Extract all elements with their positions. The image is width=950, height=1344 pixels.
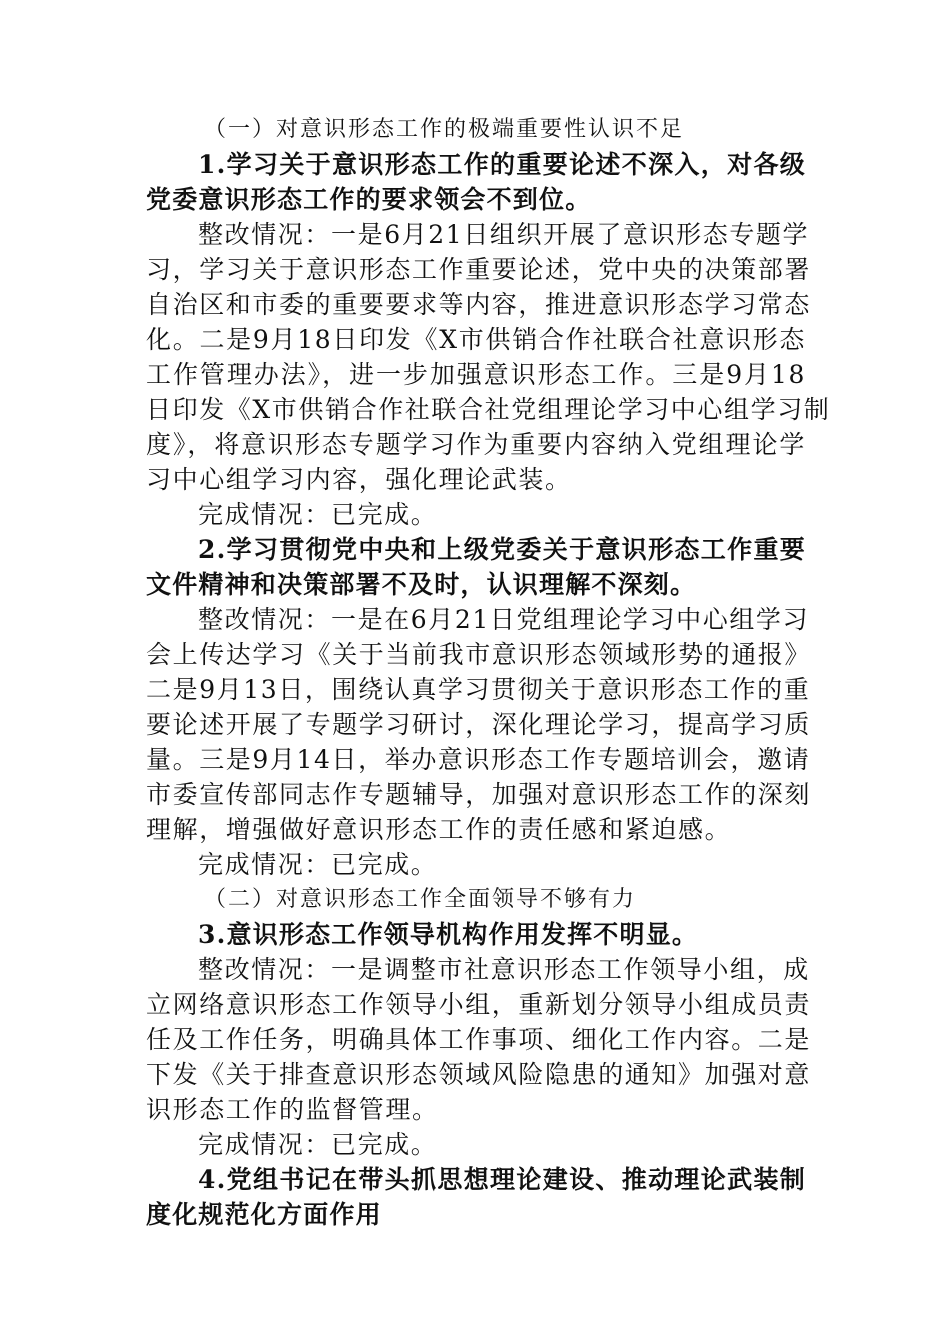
paragraph-line: 识形态工作的监督管理。 (146, 1095, 439, 1124)
completion-status: 完成情况：已完成。 (198, 1130, 438, 1159)
item-heading-1: 1.学习关于意识形态工作的重要论述不深入，对各级 (198, 150, 806, 179)
paragraph-line: 下发《关于排查意识形态领域风险隐患的通知》加强对意 (146, 1060, 812, 1089)
paragraph-line: 会上传达学习《关于当前我市意识形态领域形势的通报》 (146, 640, 812, 669)
paragraph-line: 二是9月13日，围绕认真学习贯彻关于意识形态工作的重 (146, 675, 811, 704)
paragraph-line: 整改情况：一是6月21日组织开展了意识形态专题学 (198, 220, 810, 249)
item-heading-2: 2.学习贯彻党中央和上级党委关于意识形态工作重要 (198, 535, 806, 564)
item-heading-4: 4.党组书记在带头抓思想理论建设、推动理论武装制 (198, 1165, 806, 1194)
paragraph-line: 市委宣传部同志作专题辅导，加强对意识形态工作的深刻 (146, 780, 812, 809)
paragraph-line: 理解，增强做好意识形态工作的责任感和紧迫感。 (146, 815, 732, 844)
paragraph-line: 化。二是9月18日印发《X市供销合作社联合社意识形态 (146, 325, 806, 354)
section-heading-2: （二）对意识形态工作全面领导不够有力 (204, 887, 637, 912)
item-heading-1-cont: 党委意识形态工作的要求领会不到位。 (146, 185, 592, 214)
item-heading-2-cont: 文件精神和决策部署不及时，认识理解不深刻。 (146, 570, 697, 599)
paragraph-line: 整改情况：一是在6月21日党组理论学习中心组学习 (198, 605, 810, 634)
paragraph-line: 自治区和市委的重要要求等内容，推进意识形态学习常态 (146, 290, 812, 319)
item-heading-4-cont: 度化规范化方面作用 (146, 1200, 382, 1229)
paragraph-line: 量。三是9月14日，举办意识形态工作专题培训会，邀请 (146, 745, 811, 774)
item-heading-3: 3.意识形态工作领导机构作用发挥不明显。 (198, 920, 699, 949)
completion-status: 完成情况：已完成。 (198, 500, 438, 529)
paragraph-line: 立网络意识形态工作领导小组，重新划分领导小组成员责 (146, 990, 812, 1019)
paragraph-line: 要论述开展了专题学习研讨，深化理论学习，提高学习质 (146, 710, 812, 739)
document-body (146, 112, 831, 1232)
completion-status: 完成情况：已完成。 (198, 850, 438, 879)
paragraph-line: 工作管理办法》，进一步加强意识形态工作。三是9月18 (146, 360, 806, 389)
paragraph-line: 习中心组学习内容，强化理论武装。 (146, 465, 572, 494)
paragraph-line: 任及工作任务，明确具体工作事项、细化工作内容。二是 (146, 1025, 812, 1054)
section-heading-1: （一）对意识形态工作的极端重要性认识不足 (204, 117, 685, 142)
paragraph-line: 度》，将意识形态专题学习作为重要内容纳入党组理论学 (146, 430, 806, 459)
paragraph-line: 整改情况：一是调整市社意识形态工作领导小组，成 (198, 955, 810, 984)
paragraph-line: 日印发《X市供销合作社联合社党组理论学习中心组学习制 (146, 395, 831, 424)
paragraph-line: 习，学习关于意识形态工作重要论述，党中央的决策部署 (146, 255, 812, 284)
